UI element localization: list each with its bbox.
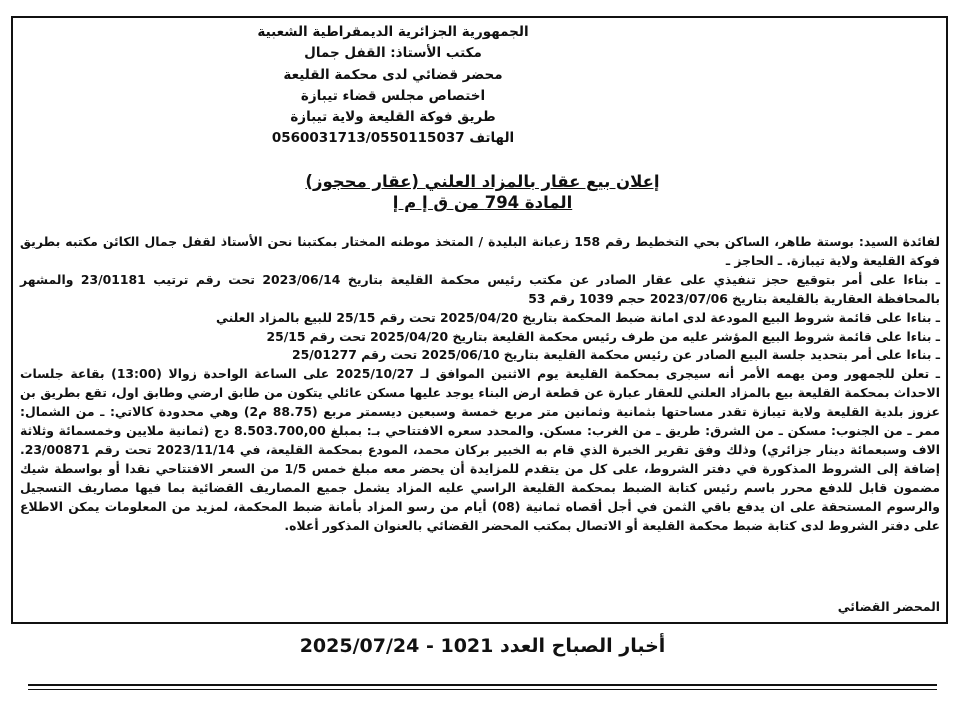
header-phone: الهاتف 0560031713/0550115037 <box>271 130 515 147</box>
header-jurisdiction: اختصاص مجلس قضاء تيبازة <box>300 87 486 104</box>
signature: المحضر القضائي <box>837 599 940 614</box>
body-conditions-approved: ـ بناءا على قائمة شروط البيع المؤشر عليه من طرف رئيس محكمة القليعة بتاريخ 2025/04/20 تحت رقم 25/15 <box>266 328 940 344</box>
title-article: المادة 794 من ق إ م إ <box>392 193 573 212</box>
announcement-title <box>0 171 965 213</box>
bailiff-header <box>183 22 603 150</box>
footer-rule <box>28 684 937 686</box>
body-beneficiary: لفائدة السيد: بوستة طاهر، الساكن بحي التخطيط رقم 158 زعبانة البليدة / المتخذ موطنه المختار بمكتبنا نحن الأستاذ لقفل جمال الكائن مكتبه بطريق فوكة القليعة ولاية تيبازة. ـ الحاجز ـ <box>20 234 940 268</box>
body-session-order: ـ بناءا على أمر بتحديد جلسة البيع الصادر عن رئيس محكمة القليعة بتاريخ 2025/06/10 تحت رقم 25/01277 <box>291 347 940 363</box>
announcement-body <box>20 233 940 536</box>
newspaper-footer: أخبار الصباح العدد 1021 - 2025/07/24 <box>299 635 666 657</box>
header-address: طريق فوكة القليعة ولاية تيبازة <box>290 109 496 126</box>
body-seizure-order: ـ بناءا على أمر بتوقيع حجز تنفيذي على عقار الصادر عن مكتب رئيس محكمة القليعة بتاريخ 2023/06/14 تحت رقم ترتيب 23/01181 والمشهر بالمحافظة العقارية بالقليعة بتاريخ 2023/07/06 حجم 1039 رقم 53 <box>20 271 941 306</box>
footer-rule-thin <box>28 689 937 690</box>
header-republic: الجمهورية الجزائرية الديمقراطية الشعبية <box>257 24 529 40</box>
header-office: مكتب الأستاذ: القفل جمال <box>304 45 482 62</box>
header-bailiff: محضر قضائي لدى محكمة القليعة <box>283 66 503 83</box>
body-conditions-list: ـ بناءا على قائمة شروط البيع المودعة لدى امانة ضبط المحكمة بتاريخ 2025/04/20 تحت رقم 25/15 للبيع بالمزاد العلني <box>216 309 940 325</box>
body-sale-details: ـ تعلن للجمهور ومن يهمه الأمر أنه سيجرى بمحكمة القليعة يوم الاثنين الموافق لـ 2025/10/27 على الساعة الواحدة زوالا (13:00) بقاعة جلسات الاحداث بمحكمة القليعة بيع بالمزاد العلني للعقار عبارة عن قطعة ارض البناء يوجد عليها مسكن عائلي يتكون من طابق ارضي وطابق اول، تقع بطريق بن عزوز بلدية القليعة ولاية تيبازة تقدر مساحتها بثمانية وثمانين متر مربع خمسة وسبعين ديسمتر مربع (88.75 م2) وهي محدودة كالاتي: ـ من الشمال: ممر ـ من الجنوب: مسكن ـ من الشرق: طريق ـ من الغرب: مسكن. والمحدد سعره الافتتاحي بـ: بمبلغ 8.503.700,00 دج (ثمانية ملايين وخمسمائة وثلاثة الاف وسبعمائة دينار جزائري) وذلك وفق تقرير الخبرة الذي قام به الخبير بركان محمد، المودع بمحكمة القليعة، في 2023/11/14 تحت رقم 23/00871. إضافة إلى الشروط المذكورة في دفتر الشروط، على كل من يتقدم للمزايدة أن يحضر معه مبلغ خمس 1/5 من السعر الافتتاحي نقدا أو بواسطة شيك مضمون قابل للدفع محرر باسم رئيس كتابة الضبط بمحكمة القليعة الراسي عليه المزاد يشمل جميع المصاريف القضائية بما فيها مصاريف التسجيل والرسوم المستحقة على ان يدفع باقي الثمن في أجل أقصاه ثمانية (08) أيام من رسو المزاد بأمانة ضبط المحكمة، لمزيد من المعلومات يمكن الاطلاع على دفتر الشروط لدى كتابة ضبط محكمة القليعة أو الاتصال بمكتب المحضر القضائي بالعنوان المذكور أعلاه. <box>20 366 941 533</box>
title-main: إعلان بيع عقار بالمزاد العلني (عقار محجوز) <box>305 172 660 191</box>
